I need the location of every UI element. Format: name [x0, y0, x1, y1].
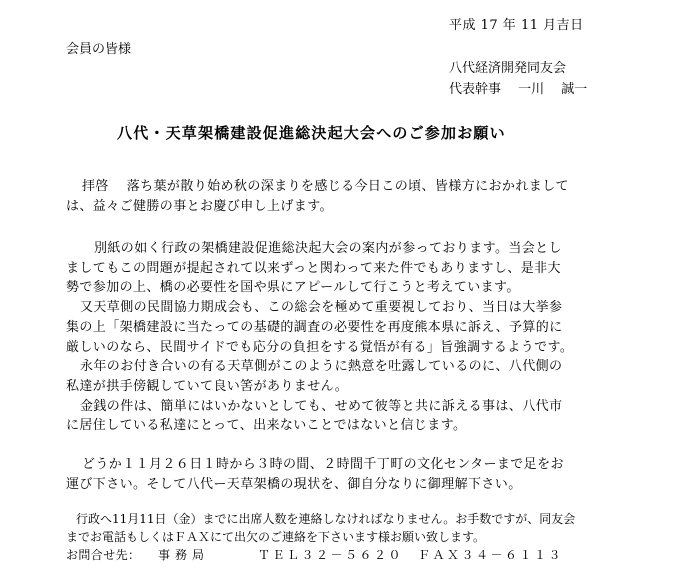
letter-date: 平成 17 年 11 月吉日 [449, 18, 584, 33]
body-line: 拝啓 落ち葉が散り始め秋の深まりを感じる今日この頃、皆様方におかれまして [82, 179, 569, 194]
body-line: 私達が拱手傍観していて良い筈がありません。 [66, 379, 349, 394]
body-line: 永年のお付き合いの有る天草側がこのように熱意を吐露しているのに、八代側の [80, 359, 563, 374]
body-line: 金銭の件は、簡単にはいかないとしても、せめて彼等と共に訴える事は、八代市 [80, 399, 563, 414]
sender-organization: 八代経済開発同友会 [449, 61, 567, 76]
sender-representative: 代表幹事 一川 誠一 [449, 82, 588, 97]
contact-label: お問合せ先： [66, 548, 141, 562]
notice-line: までお電話もしくはＦＡＸにて出欠のご連絡を下さいます様お願い致します。 [66, 530, 486, 544]
notice-line: 行政へ11月11日（金）までに出席人数を連絡しなければなりません。お手数ですが、同友会 [76, 512, 576, 526]
contact-fax: ＦＡＸ３４－６１１３ [418, 548, 564, 562]
body-line: 集の上「架橋建設に当たっての基礎的調査の必要性を再度熊本県に訴え、予算的に [66, 320, 563, 335]
contact-info [66, 546, 563, 563]
body-line: ましてもこの問題が提起されて以来ずっと関わって来た件でもありますし、是非大 [66, 261, 561, 276]
body-line: どうか１１月２６日１時から３時の間、２時間千丁町の文化センターまで足をお [82, 457, 564, 472]
body-line: 又天草側の民間協力期成会も、この総会を極めて重要視しており、当日は大挙参 [80, 300, 563, 315]
letter-title: 八代・天草架橋建設促進総決起大会へのご参加お願い [117, 124, 506, 142]
contact-tel: ＴＥＬ３２－５６２０ [258, 548, 404, 562]
letter-recipient: 会員の皆様 [66, 42, 132, 57]
contact-office: 事務局 [158, 548, 210, 562]
body-line: 別紙の如く行政の架橋建設促進総決起大会の案内が参っております。当会とし [94, 241, 562, 256]
body-line: 厳しいのなら、民間サイドでも応分の負担をする覚悟が有る」旨強調するようです。 [66, 340, 574, 355]
body-line: 運び下さい。そして八代ー天草架橋の現状を、御自分なりに御理解下さい。 [66, 477, 522, 492]
body-line: に居住している私達にとって、出来ないことではないと信じます。 [66, 418, 467, 433]
body-line: 勢で参加の上、橋の必要性を国や県にアピールして行こうと考えています。 [66, 280, 520, 295]
body-line: は、益々ご健勝の事とお慶び申し上げます。 [66, 199, 333, 214]
